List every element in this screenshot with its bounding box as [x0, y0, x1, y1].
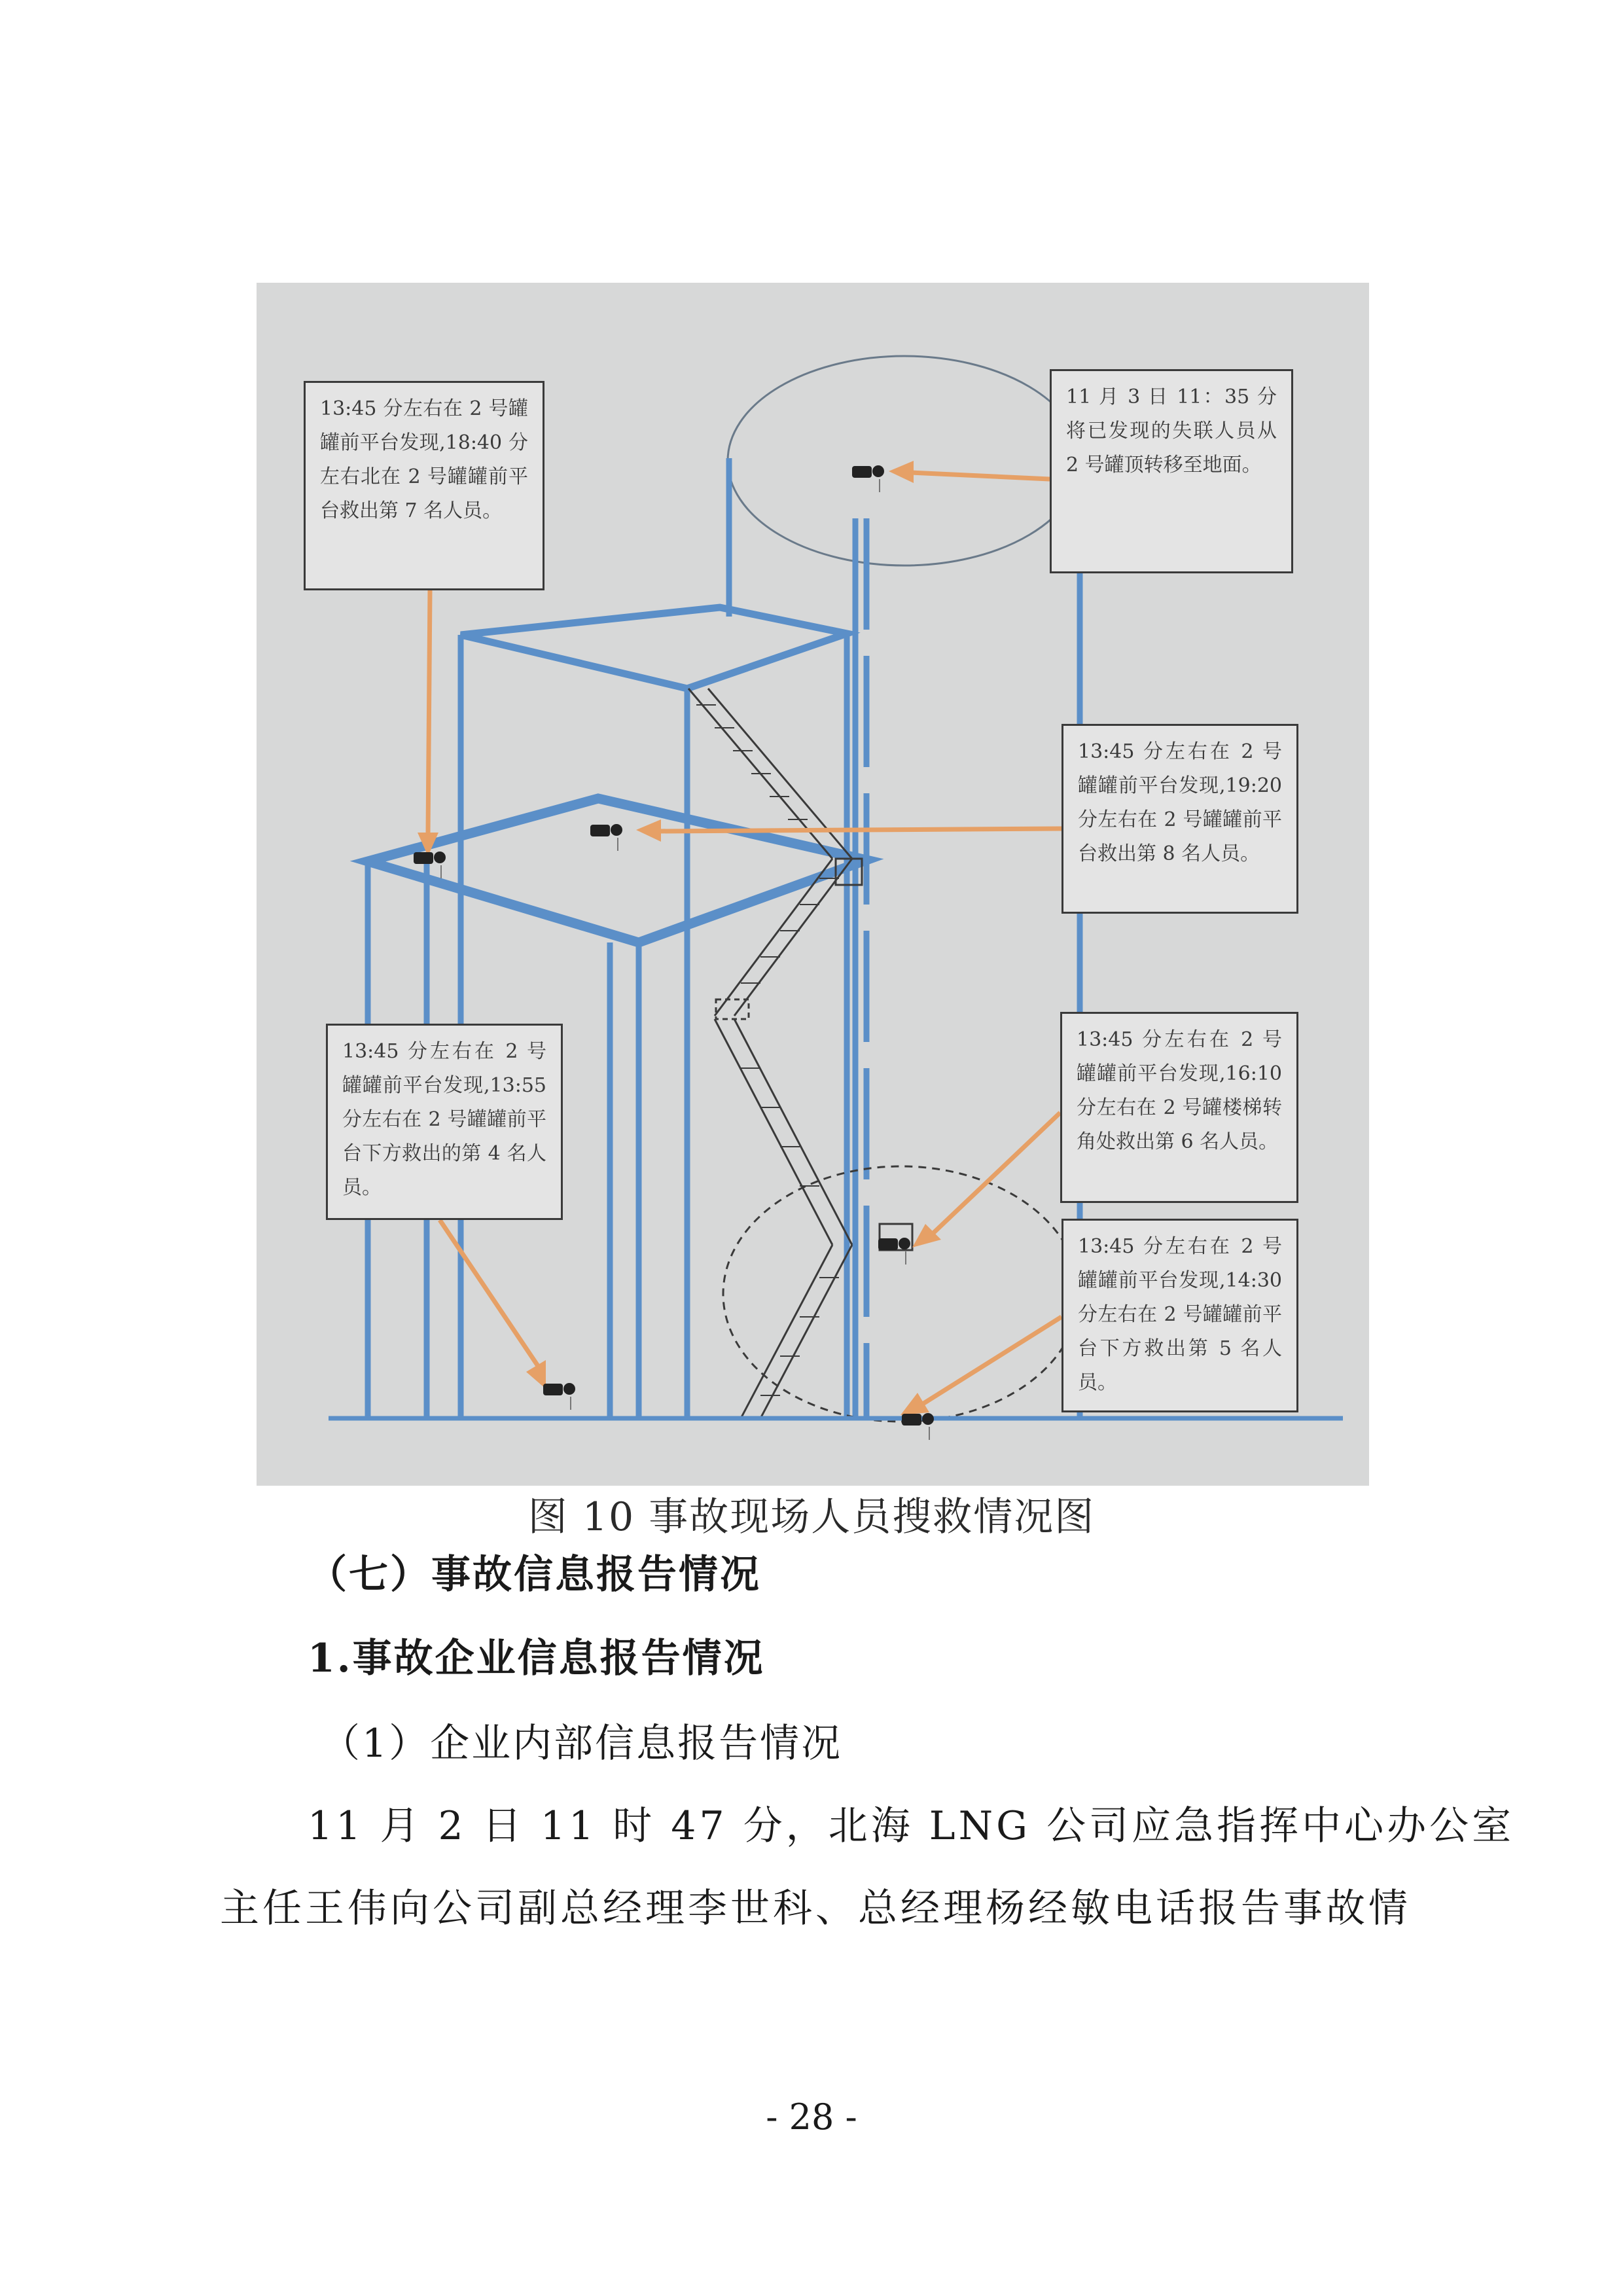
rescue-diagram-figure — [257, 283, 1369, 1486]
person-icon — [590, 824, 622, 851]
person-icon — [852, 465, 884, 492]
subsubsection-heading: （1）企业内部信息报告情况 — [321, 1721, 843, 1767]
page-number: - 28 - — [766, 2096, 857, 2138]
callout-5th-person: 13:45 分左右在 2 号罐罐前平台发现,14:30 分左右在 2 号罐罐前平台下方救出第 5 名人员。 — [1061, 1219, 1298, 1412]
paragraph-line: 11 月 2 日 11 时 47 分，北海 LNG 公司应急指挥中心办公室 — [308, 1803, 1515, 1849]
callout-4th-person: 13:45 分左右在 2 号罐罐前平台发现,13:55 分左右在 2 号罐罐前平台下方救出的第 4 名人员。 — [326, 1024, 563, 1220]
paragraph-line: 主任王伟向公司副总经理李世科、总经理杨经敏电话报告事故情 — [220, 1886, 1411, 1931]
person-icon — [902, 1413, 934, 1440]
callout-6th-person: 13:45 分左右在 2 号罐罐前平台发现,16:10 分左右在 2 号罐楼梯转角处救出第 6 名人员。 — [1060, 1012, 1298, 1203]
subsection-heading: 1.事故企业信息报告情况 — [308, 1636, 765, 1681]
person-icon — [543, 1383, 575, 1410]
callout-8th-person: 13:45 分左右在 2 号罐罐前平台发现,19:20 分左右在 2 号罐罐前平台救出第 8 名人员。 — [1061, 724, 1298, 914]
section-heading: （七）事故信息报告情况 — [308, 1552, 761, 1598]
callout-tank-top: 11 月 3 日 11：35 分将已发现的失联人员从 2 号罐顶转移至地面。 — [1050, 369, 1293, 573]
figure-caption: 图 10 事故现场人员搜救情况图 — [527, 1494, 1096, 1540]
callout-7th-person: 13:45 分左右在 2 号罐罐前平台发现,18:40 分左右北在 2 号罐罐前平台救出第 7 名人员。 — [304, 381, 544, 590]
